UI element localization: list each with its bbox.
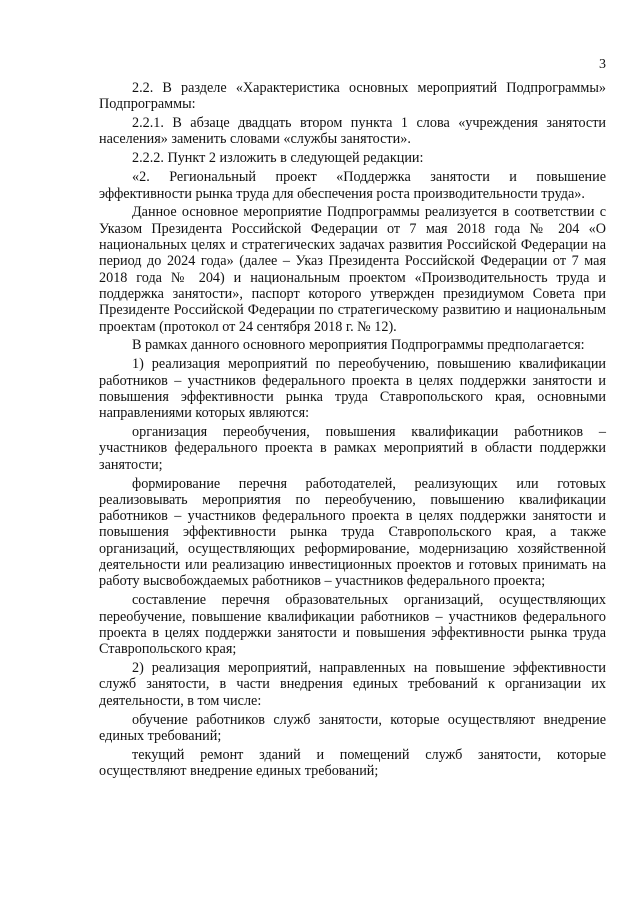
- paragraph-2-2-1: 2.2.1. В абзаце двадцать втором пункта 1 слова «учреждения занятости населения» заменить словами «службы занятости».: [99, 115, 606, 148]
- paragraph-item-1: 1) реализация мероприятий по переобучению, повышению квалификации работников – участников федерального проекта в целях поддержки занятости и повышения эффективности рынка труда Ставропольского края, основными направлениями которых являются:: [99, 356, 606, 422]
- paragraph-2-2-2: 2.2.2. Пункт 2 изложить в следующей редакции:: [132, 150, 424, 167]
- paragraph-staff-training: обучение работников служб занятости, которые осуществляют внедрение единых требований;: [99, 711, 606, 744]
- paragraph-education-list: составление перечня образовательных организаций, осуществляющих переобучение, повышение квалификации работников – участников федерального проекта в целях поддержки занятости и повышения эффективности рынка труда Ставропольского края;: [99, 592, 606, 658]
- paragraph-regional-project: «2. Региональный проект «Поддержка занятости и повышение эффективности рынка труда для обеспечения роста производительности труда».: [99, 169, 606, 202]
- paragraph-repair: текущий ремонт зданий и помещений служб занятости, которые осуществляют внедрение единых требований;: [99, 746, 606, 779]
- document-body: [99, 80, 606, 782]
- paragraph-employers-list: формирование перечня работодателей, реализующих или готовых реализовывать мероприятия по переобучению, повышению квалификации работников – участников федерального проекта в целях поддержки занятости и повышения эффективности рынка труда Ставропольского края, а также организаций, осуществляющих реформирование, модернизацию хозяйственной деятельности или реализацию инвестиционных проектов и готовых принимать на работу высвобождаемых работников – участников федерального проекта;: [99, 475, 606, 590]
- paragraph-decree-basis: Данное основное мероприятие Подпрограммы реализуется в соответствии с Указом Президента Российской Федерации от 7 мая 2018 года № 204 «О национальных целях и стратегических задачах развития Российской Федерации на период до 2024 года» (далее – Указ Президента Российской Федерации от 7 мая 2018 года № 204) и национальным проектом «Производительность труда и поддержка занятости», паспорт которого утвержден президиумом Совета при Президенте Российской Федерации по стратегическому развитию и национальным проектам (протокол от 24 сентября 2018 г. № 12).: [99, 204, 606, 335]
- paragraph-retraining: организация переобучения, повышения квалификации работников – участников федерального проекта в рамках мероприятий в области поддержки занятости;: [99, 424, 606, 473]
- paragraph-intro-list: В рамках данного основного мероприятия Подпрограммы предполагается:: [132, 337, 585, 354]
- page-number: 3: [599, 57, 606, 72]
- paragraph-item-2: 2) реализация мероприятий, направленных на повышение эффективности служб занятости, в части внедрения единых требований к организации их деятельности, в том числе:: [99, 660, 606, 709]
- paragraph-2-2: 2.2. В разделе «Характеристика основных мероприятий Подпрограммы» Подпрограммы:: [99, 80, 606, 113]
